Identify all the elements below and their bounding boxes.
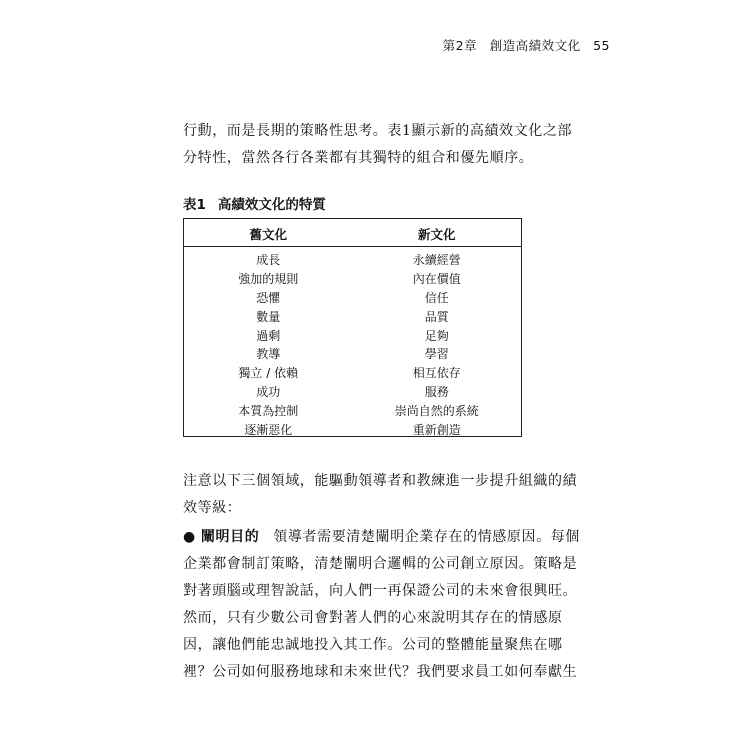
intro-paragraph [183,118,573,172]
table-caption [183,193,326,213]
cell-new: 信任 [424,290,449,305]
text-line: 行動，而是長期的策略性思考。表1顯示新的高績效文化之部 [183,123,573,139]
table-row [184,383,521,402]
text-line: 分特性，當然各行各業都有其獨特的組合和優先順序。 [183,150,534,166]
table-row [184,270,521,289]
cell-new: 永續經營 [412,253,461,267]
cell-old: 本質為控制 [238,404,299,419]
second-paragraph [183,468,578,522]
cell-new: 崇尚自然的系統 [394,404,479,419]
text-line: 注意以下三個領域，能驅動領導者和教練進一步提升組織的績 [183,473,578,489]
bullet-paragraph [183,524,580,686]
table-row [184,345,521,364]
culture-table [183,218,522,437]
cell-new: 服務 [424,385,449,400]
cell-old: 過剩 [256,328,281,343]
text-line: 企業都會制訂策略，清楚闡明合邏輯的公司創立原因。策略是 [183,556,578,572]
chapter-label: 第2章 [442,38,478,53]
cell-old: 強加的規則 [238,271,299,286]
table-row [184,251,521,270]
page-number: 55 [593,38,610,53]
cell-new: 學習 [424,347,449,362]
table-row [184,364,521,383]
text-line: 然而，只有少數公司會對著人們的心來說明其存在的情感原 [183,610,563,626]
table-row [184,327,521,346]
table-row [184,308,521,327]
bullet-first-line [183,524,580,551]
table-row [184,421,521,440]
cell-new: 重新創造 [412,423,461,438]
table-caption-title: 高績效文化的特質 [217,197,326,213]
bullet-heading: 闡明目的 [200,529,260,545]
table-row [184,289,521,308]
column-header-new: 新文化 [417,227,456,242]
column-header-old: 舊文化 [249,227,287,242]
cell-old: 獨立 / 依賴 [238,366,299,381]
text-line: 領導者需要清楚闡明企業存在的情感原因。每個 [273,529,580,545]
cell-old: 成長 [256,253,281,267]
cell-old: 恐懼 [256,290,281,305]
running-head [435,36,610,54]
text-line: 因，讓他們能忠誠地投入其工作。公司的整體能量聚焦在哪 [183,637,563,653]
cell-new: 相互依存 [412,366,461,381]
cell-old: 成功 [256,385,281,400]
table-row [184,402,521,421]
table-header [184,219,521,247]
table-body [184,251,521,440]
cell-old: 教導 [256,347,281,362]
bullet-marker: ● [183,529,196,545]
text-line: 裡？公司如何服務地球和未來世代？我們要求員工如何奉獻生 [183,664,578,680]
cell-old: 逐漸惡化 [244,423,293,438]
cell-new: 品質 [424,309,449,324]
text-line: 對著頭腦或理智說話，向人們一再保證公司的未來會很興旺。 [183,583,578,599]
cell-old: 數量 [256,309,281,324]
cell-new: 足夠 [424,328,449,343]
cell-new: 內在價值 [412,271,461,286]
chapter-title: 創造高績效文化 [489,38,581,53]
table-caption-number: 表1 [183,197,206,213]
text-line: 效等級： [183,500,242,516]
